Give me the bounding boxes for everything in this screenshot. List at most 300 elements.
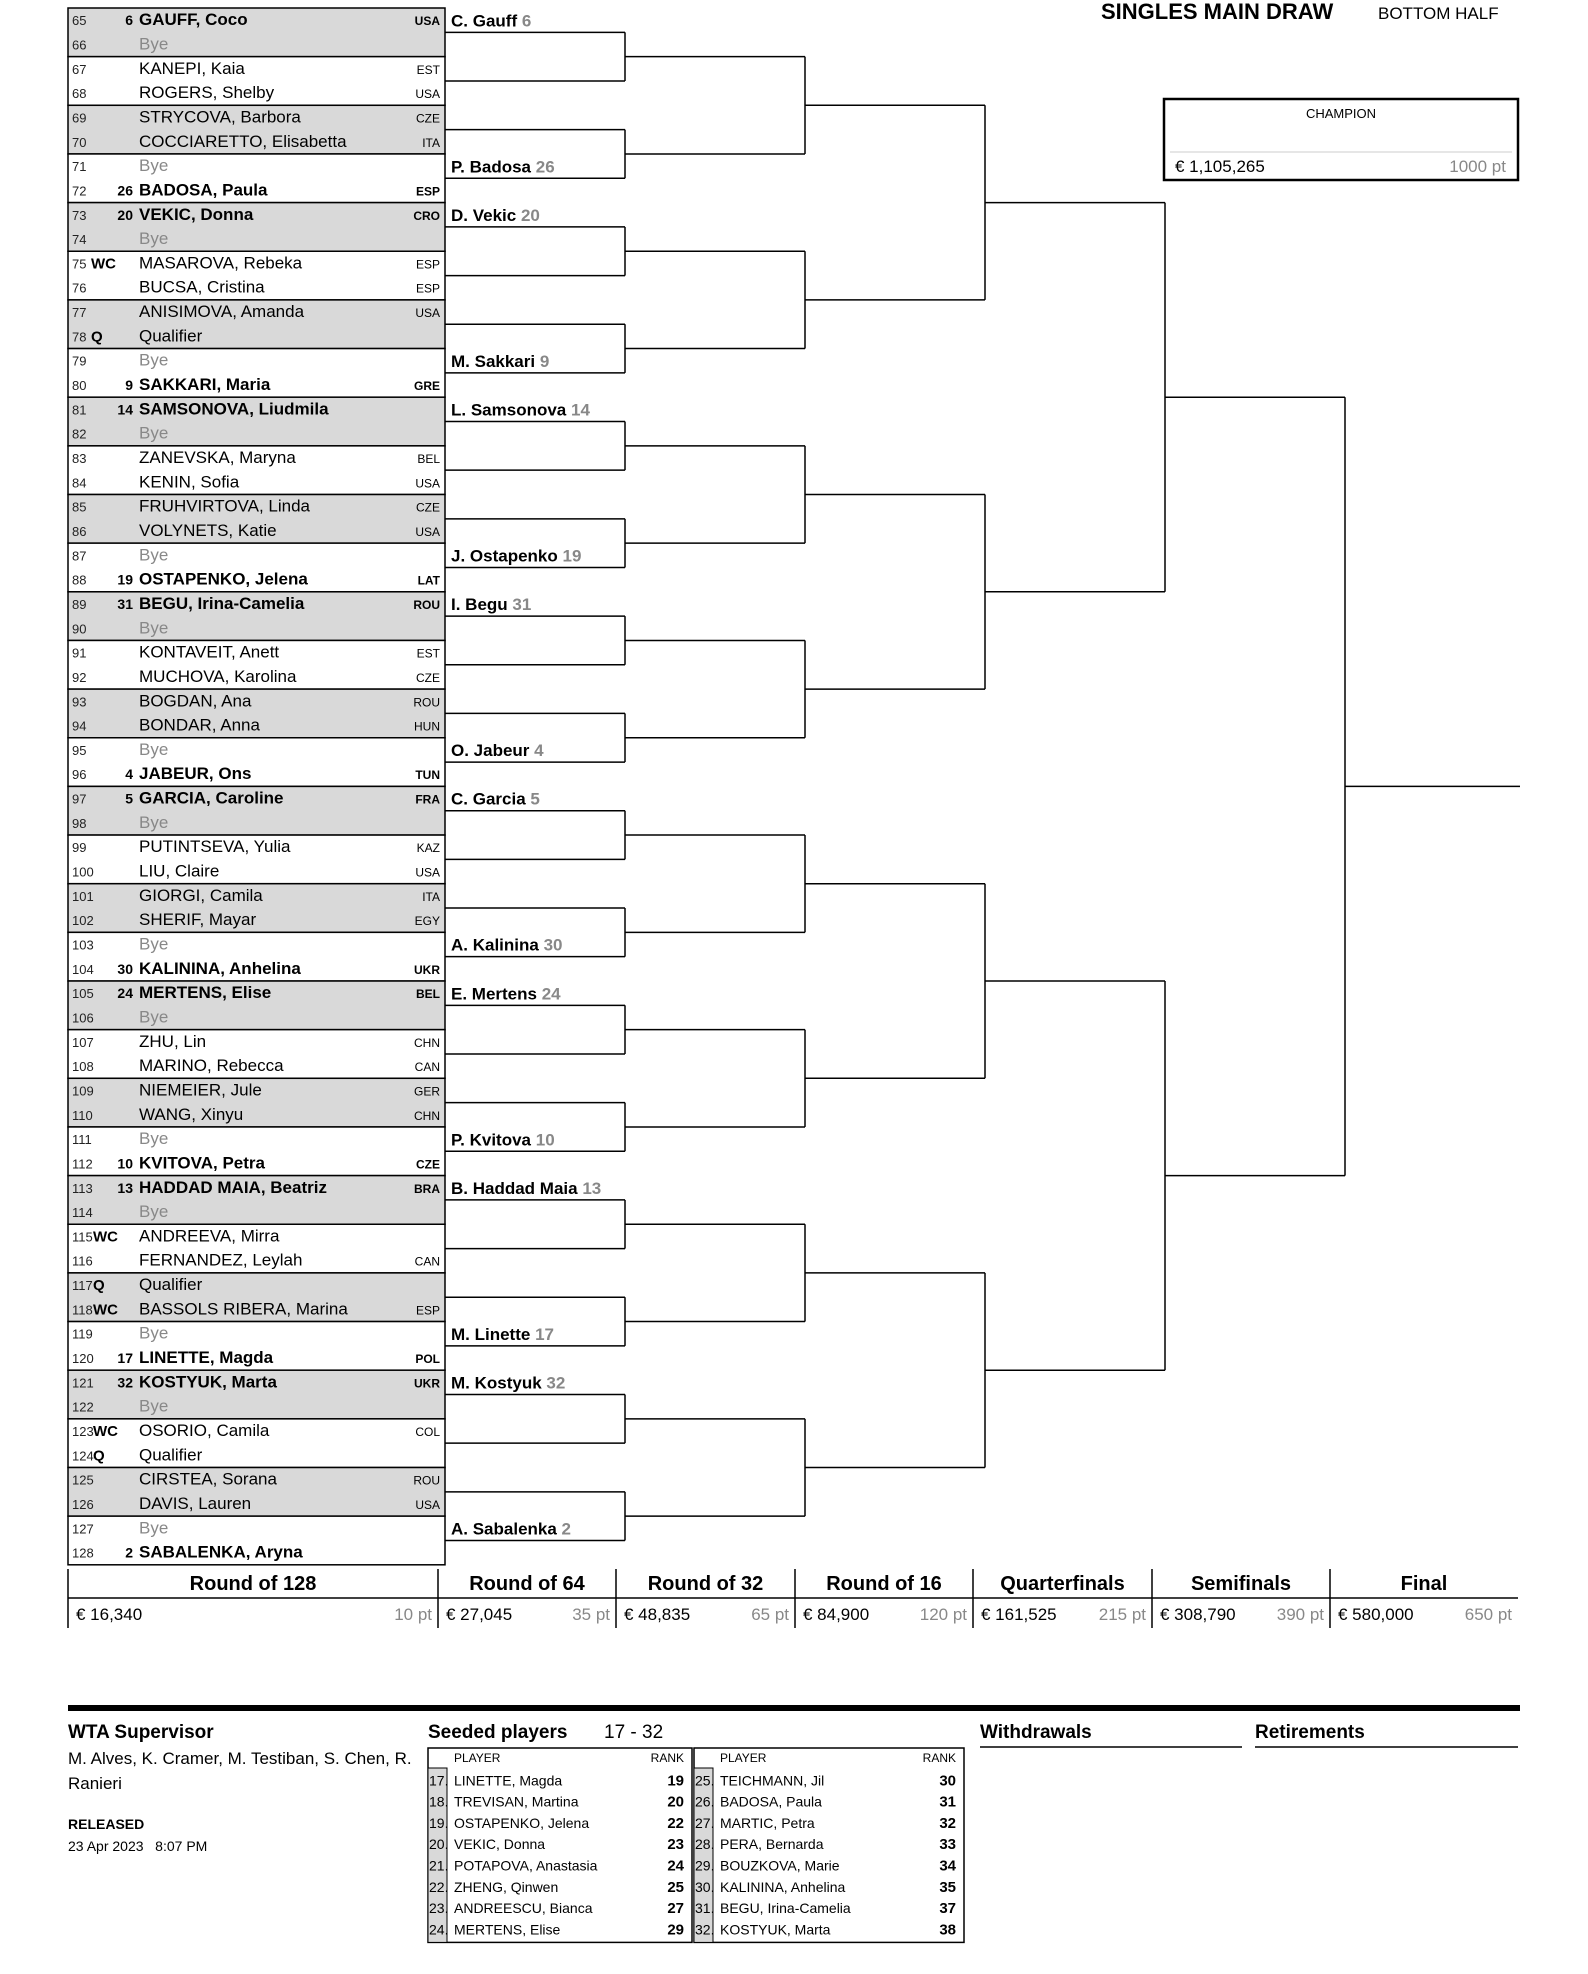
seeded-header-player: PLAYER [720,1751,767,1765]
player-name: ROGERS, Shelby [139,83,275,103]
seeded-player-rank: 35 [939,1878,956,1896]
player-nationality: EST [416,646,440,661]
player-name: Bye [139,1202,169,1222]
player-nationality: ROU [413,597,440,612]
draw-position: 70 [72,134,87,150]
player-nationality: USA [415,1497,440,1512]
player-nationality: CZE [416,1157,440,1172]
round64-player-name: L. Samsonova [451,400,567,420]
draw-position: 122 [72,1399,94,1415]
round64-player [451,1374,565,1393]
seed-number: 26 [117,182,133,199]
player-name: BEGU, Irina-Camelia [139,593,305,613]
player-name: MASAROVA, Rebeka [139,253,303,273]
prize-round-label: Round of 16 [826,1573,942,1595]
player-nationality: ESP [415,257,440,272]
draw-position: 84 [72,475,87,491]
player-name: MERTENS, Elise [139,983,272,1003]
seeded-player-rank: 25 [667,1878,684,1896]
player-name: KONTAVEIT, Anett [139,642,280,662]
seeded-player-name: MARTIC, Petra [720,1814,815,1831]
player-name: Bye [139,545,169,565]
page-title: SINGLES MAIN DRAW [1101,0,1334,24]
round64-player-name: A. Sabalenka [451,1519,557,1539]
round64-player-name: B. Haddad Maia [451,1178,578,1198]
prize-money: € 308,790 [1160,1605,1236,1624]
seeded-player-name: KOSTYUK, Marta [720,1921,831,1938]
player-nationality: CHN [414,1108,440,1123]
player-name: Bye [139,423,169,443]
player-name: OSORIO, Camila [139,1421,270,1441]
player-name: Bye [139,618,169,638]
player-nationality: ROU [413,1473,440,1488]
draw-position: 95 [72,742,87,758]
released-label: RELEASED [68,1816,145,1832]
player-name: Bye [139,1323,169,1343]
seeded-player-rank: 34 [939,1857,956,1875]
round64-seed: 14 [566,400,590,420]
seeded-player-rank: 37 [939,1900,956,1918]
seeded-header-rank: RANK [650,1751,684,1765]
supervisor-title: WTA Supervisor [68,1722,214,1743]
draw-position: 93 [72,694,87,710]
player-name: BUCSA, Cristina [139,277,265,297]
footer-rule [68,1705,1520,1711]
prize-points: 215 pt [1098,1605,1146,1624]
seeded-range: 17 - 32 [604,1722,664,1743]
round64-player [451,401,590,420]
player-nationality: USA [415,524,440,539]
round64-player-name: C. Garcia [451,789,526,809]
player-name: Bye [139,34,169,54]
round64-seed: 13 [577,1178,602,1198]
draw-position: 108 [72,1059,94,1075]
draw-position: 117 [72,1278,93,1294]
champion-points: 1000 pt [1449,157,1506,176]
draw-position: 90 [72,621,87,637]
draw-position: 91 [72,645,87,661]
player-name: Bye [139,1396,169,1416]
player-nationality: USA [415,476,440,491]
player-nationality: EST [416,62,440,77]
prize-points: 120 pt [919,1605,967,1624]
draw-boxes [68,8,445,1565]
seeded-index: 20. [429,1836,449,1853]
draw-position: 79 [72,353,87,369]
prize-round-label: Final [1400,1573,1448,1595]
draw-position: 121 [72,1375,94,1391]
round64-seed: 4 [529,741,544,761]
round64-player-name: M. Linette [451,1324,531,1344]
seeded-player-name: OSTAPENKO, Jelena [454,1814,590,1831]
round64-player [451,206,540,225]
player-name: Qualifier [139,326,203,346]
prize-money: € 27,045 [446,1605,513,1624]
seed-number: 20 [117,206,133,223]
draw-position: 78 [72,329,87,345]
seeded-index: 26. [695,1793,715,1810]
player-name: Bye [139,934,169,954]
round64-player [451,546,581,565]
draw-position: 68 [72,86,87,102]
player-nationality: POL [415,1352,440,1367]
player-name: HADDAD MAIA, Beatriz [139,1177,327,1197]
player-name: BONDAR, Anna [139,715,260,735]
seeded-player-name: LINETTE, Magda [454,1772,563,1789]
round64-player-name: M. Kostyuk [451,1373,542,1393]
player-name: SAKKARI, Maria [139,375,271,395]
player-nationality: UKR [414,962,440,977]
player-nationality: USA [415,306,440,321]
round64-seed: 10 [531,1130,555,1150]
player-nationality: HUN [414,719,440,734]
seed-number: 9 [125,377,133,394]
seeded-index: 17. [429,1772,449,1789]
player-name: KOSTYUK, Marta [139,1372,277,1392]
entry-type: Q [93,1447,105,1465]
released-date: 23 Apr 2023 8:07 PM [68,1838,208,1854]
player-name: PUTINTSEVA, Yulia [139,837,291,857]
draw-position: 120 [72,1351,94,1367]
seed-number: 14 [117,401,133,418]
player-nationality: ITA [422,889,440,904]
player-nationality: CZE [416,670,440,685]
player-name: COCCIARETTO, Elisabetta [139,131,347,151]
player-name: FRUHVIRTOVA, Linda [139,496,311,516]
player-name: GARCIA, Caroline [139,788,284,808]
draw-position: 75 [72,256,87,272]
player-name: MUCHOVA, Karolina [139,666,297,686]
seeded-title: Seeded players [428,1722,568,1743]
page-subtitle: BOTTOM HALF [1378,4,1499,23]
player-name: LIU, Claire [139,861,220,881]
player-name: DAVIS, Lauren [139,1493,252,1513]
draw-position: 71 [72,159,87,175]
player-nationality: ESP [415,281,440,296]
draw-position: 72 [72,183,87,199]
seeded-player-rank: 38 [939,1921,956,1939]
player-nationality: GER [413,1084,440,1099]
draw-position: 87 [72,548,87,564]
seed-number: 31 [117,595,133,612]
bracket-lines [445,32,1520,1540]
round64-player-name: P. Kvitova [451,1130,532,1150]
player-nationality: CZE [416,111,440,126]
seeded-index: 31. [695,1900,715,1917]
player-name: KVITOVA, Petra [139,1153,265,1173]
round64-player-name: C. Gauff [451,11,518,31]
supervisor-names: M. Alves, K. Cramer, M. Testiban, S. Chen, R. [68,1749,412,1768]
seeded-player-name: MERTENS, Elise [454,1921,561,1938]
seeded-index: 29. [695,1857,715,1874]
seeded-header-player: PLAYER [454,1751,501,1765]
round64-seed: 19 [557,546,582,566]
seeded-player-name: ANDREESCU, Bianca [454,1900,593,1917]
round64-seed: 26 [531,157,555,177]
round64-player [451,1325,554,1344]
prize-round-label: Round of 128 [189,1573,317,1595]
prize-round-label: Quarterfinals [1000,1573,1125,1595]
round64-seed: 5 [525,789,540,809]
round64-seed: 31 [507,595,532,615]
player-name: SABALENKA, Aryna [139,1542,303,1562]
supervisor-names-cont: Ranieri [68,1774,122,1793]
player-nationality: ROU [413,695,440,710]
player-nationality: EGY [414,914,440,929]
seeded-player-name: BOUZKOVA, Marie [720,1857,840,1874]
player-name: Bye [139,156,169,176]
round64-player [451,1179,601,1198]
draw-position: 109 [72,1083,94,1099]
seeded-index: 28. [695,1836,715,1853]
player-name: Qualifier [139,1445,203,1465]
draw-position: 102 [72,913,94,929]
draw-position: 119 [72,1326,93,1342]
seeded-index: 25. [695,1772,715,1789]
draw-position: 106 [72,1010,94,1026]
round64-seed: 20 [516,205,540,225]
round64-seed: 32 [541,1373,566,1393]
prize-points: 10 pt [394,1605,432,1624]
draw-position: 100 [72,864,94,880]
seeded-player-name: BEGU, Irina-Camelia [720,1900,851,1917]
player-name: FERNANDEZ, Leylah [139,1250,303,1270]
draw-position: 103 [72,937,94,953]
player-name: KANEPI, Kaia [139,58,245,78]
draw-position: 125 [72,1472,94,1488]
player-name: JABEUR, Ons [139,764,252,784]
seeded-players-table [428,1748,964,1942]
prize-money-table [68,1569,1518,1628]
draw-position: 74 [72,232,87,248]
draw-position: 126 [72,1496,94,1512]
round64-player [451,741,544,760]
draw-position: 92 [72,669,87,685]
draw-position: 114 [72,1205,93,1221]
round64-player [451,595,531,614]
entry-type: Q [91,328,103,346]
player-name: ANDREEVA, Mirra [139,1226,280,1246]
player-name: LINETTE, Magda [139,1348,274,1368]
player-nationality: CAN [414,1254,440,1269]
round64-player [451,157,555,176]
round64-seed: 17 [530,1324,554,1344]
seed-number: 30 [117,960,133,977]
draw-position: 94 [72,718,87,734]
player-name: Bye [139,1518,169,1538]
player-nationality: USA [414,14,440,29]
round64-player-name: J. Ostapenko [451,546,558,566]
draw-position: 128 [72,1545,94,1561]
player-name: BOGDAN, Ana [139,691,252,711]
round64-player [451,1519,571,1538]
seeded-index: 19. [429,1814,449,1831]
round64-player-name: E. Mertens [451,984,537,1004]
seeded-player-rank: 32 [939,1814,956,1832]
player-nationality: USA [415,865,440,880]
seeded-player-rank: 30 [939,1772,956,1790]
round64-seed: 2 [556,1519,572,1539]
draw-position: 67 [72,61,87,77]
seeded-player-rank: 31 [939,1793,956,1811]
player-nationality: BRA [414,1181,440,1196]
seed-number: 4 [125,766,133,783]
player-nationality: BEL [417,452,440,467]
seed-number: 13 [117,1179,133,1196]
seeded-index: 22. [429,1878,449,1895]
player-name: GIORGI, Camila [139,885,263,905]
player-nationality: FRA [415,792,440,807]
draw-position: 118 [72,1302,93,1318]
prize-round-label: Round of 32 [647,1573,764,1595]
seeded-player-rank: 20 [667,1793,684,1811]
seed-number: 6 [125,12,133,29]
round64-player [451,11,531,30]
seeded-index: 21. [429,1857,449,1874]
seeded-index: 24. [429,1921,449,1938]
entry-type: Q [93,1277,105,1295]
seeded-index: 32. [695,1921,715,1938]
seeded-player-rank: 19 [667,1772,684,1790]
round64-seed: 30 [538,935,563,955]
player-name: Bye [139,1007,169,1027]
retirements-title: Retirements [1255,1722,1365,1743]
seeded-player-name: TREVISAN, Martina [454,1793,579,1810]
player-nationality: TUN [415,768,440,783]
player-nationality: COL [415,1425,440,1440]
draw-position: 88 [72,572,87,588]
draw-position: 99 [72,840,87,856]
player-name: VOLYNETS, Katie [139,520,277,540]
draw-position: 107 [72,1034,94,1050]
player-nationality: ESP [415,1303,440,1318]
player-nationality: CHN [414,1035,440,1050]
seed-number: 10 [117,1155,133,1172]
round64-seed: 6 [517,11,532,31]
prize-money: € 580,000 [1338,1605,1414,1624]
seeded-player-rank: 23 [667,1836,684,1854]
draw-position: 115 [72,1229,93,1245]
draw-position: 101 [72,888,94,904]
round64-player [451,352,549,371]
player-name: BASSOLS RIBERA, Marina [139,1299,348,1319]
draw-position: 105 [72,986,94,1002]
round64-seed: 9 [535,351,550,371]
seeded-index: 30. [695,1878,715,1895]
prize-points: 35 pt [572,1605,610,1624]
seed-number: 19 [117,571,133,588]
prize-points: 390 pt [1276,1605,1324,1624]
player-nationality: CRO [413,208,440,223]
player-nationality: CZE [416,500,440,515]
player-nationality: BEL [416,987,440,1002]
draw-position: 113 [72,1180,93,1196]
player-name: ZHU, Lin [139,1031,207,1051]
draw-position: 65 [72,13,87,29]
round64-player-name: M. Sakkari [451,351,536,371]
player-nationality: CAN [414,1060,440,1075]
prize-money: € 161,525 [981,1605,1057,1624]
player-nationality: ITA [422,135,440,150]
round64-seed: 24 [536,984,561,1004]
player-name: WANG, Xinyu [139,1104,244,1124]
draw-position: 66 [72,37,87,53]
draw-position: 127 [72,1521,94,1537]
player-name: Bye [139,229,169,249]
draw-position: 86 [72,523,87,539]
seeded-player-rank: 24 [667,1857,684,1875]
player-name: ANISIMOVA, Amanda [139,302,305,322]
player-name: ZANEVSKA, Maryna [139,448,296,468]
seeded-player-name: BADOSA, Paula [720,1793,822,1810]
player-name: CIRSTEA, Sorana [139,1469,277,1489]
draw-position: 89 [72,596,87,612]
seeded-player-rank: 29 [667,1921,684,1939]
seeded-player-rank: 22 [667,1814,684,1832]
player-name: VEKIC, Donna [139,204,254,224]
round64-player-name: I. Begu [451,595,508,615]
seed-number: 2 [125,1544,133,1561]
seeded-player-name: VEKIC, Donna [454,1836,546,1853]
round64-player [451,790,540,809]
player-name: STRYCOVA, Barbora [139,107,301,127]
round64-player-name: D. Vekic [451,205,517,225]
player-name: SHERIF, Mayar [139,910,257,930]
draw-position: 96 [72,767,87,783]
draw-position: 116 [72,1253,93,1269]
player-nationality: USA [415,87,440,102]
player-name: Qualifier [139,1275,203,1295]
prize-points: 650 pt [1464,1605,1512,1624]
seeded-header-rank: RANK [922,1751,956,1765]
player-name: Bye [139,350,169,370]
round64-player [451,1130,555,1149]
player-nationality: UKR [414,1376,440,1391]
draw-position: 98 [72,815,87,831]
draw-position: 111 [72,1132,92,1148]
round64-player-name: O. Jabeur [451,741,530,761]
player-name: MARINO, Rebecca [139,1056,284,1076]
seed-number: 5 [125,790,133,807]
player-name: KENIN, Sofia [139,472,240,492]
round64-player [451,936,563,955]
seeded-player-name: TEICHMANN, Jil [720,1772,825,1789]
prize-round-label: Round of 64 [469,1573,585,1595]
round64-player-name: P. Badosa [451,157,532,177]
draw-position: 83 [72,451,87,467]
seeded-player-rank: 33 [939,1836,956,1854]
prize-money: € 48,835 [624,1605,691,1624]
seeded-player-rank: 27 [667,1900,684,1918]
player-nationality: LAT [417,573,440,588]
round64-player-name: A. Kalinina [451,935,539,955]
seeded-index: 27. [695,1814,715,1831]
draw-position: 81 [72,402,87,418]
entry-type: WC [93,1301,118,1319]
champion-prize: € 1,105,265 [1175,157,1265,176]
player-nationality: KAZ [416,841,440,856]
player-name: KALININA, Anhelina [139,958,301,978]
draw-position: 73 [72,207,87,223]
prize-round-label: Semifinals [1190,1573,1292,1595]
prize-money: € 16,340 [76,1605,143,1624]
seeded-player-name: POTAPOVA, Anastasia [454,1857,598,1874]
seeded-player-name: ZHENG, Qinwen [454,1878,559,1895]
player-name: Bye [139,812,169,832]
seeded-player-name: PERA, Bernarda [720,1836,824,1853]
prize-points: 65 pt [751,1605,789,1624]
player-name: Bye [139,1129,169,1149]
